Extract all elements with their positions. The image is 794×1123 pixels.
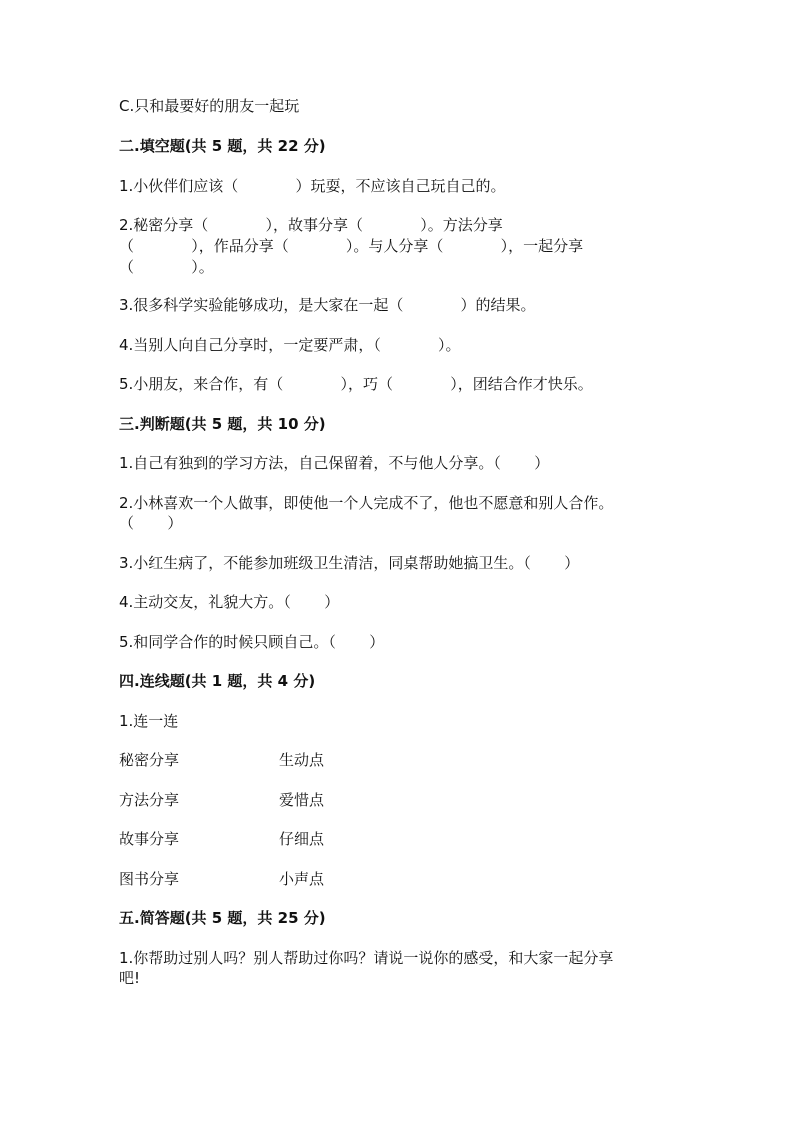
fill-question-5: 5.小朋友，来合作，有（ ），巧（ ），团结合作才快乐。 <box>119 375 593 393</box>
matching-question: 1.连一连 <box>119 712 179 730</box>
match-left-item: 图书分享 <box>119 870 180 888</box>
fill-question-3: 3.很多科学实验能够成功，是大家在一起（ ）的结果。 <box>119 296 536 314</box>
match-right-item: 仔细点 <box>279 830 325 848</box>
option-c: C.只和最要好的朋友一起玩 <box>119 97 300 115</box>
short-answer-question-1-line-2: 吧! <box>119 969 141 987</box>
match-right-item: 生动点 <box>279 751 325 769</box>
section-heading-short-answer: 五.简答题(共 5 题，共 25 分) <box>119 909 326 927</box>
match-right-item: 小声点 <box>279 870 325 888</box>
judge-question-4: 4.主动交友，礼貌大方。（ ） <box>119 593 340 611</box>
fill-question-2-line-2: （ ），作品分享（ ）。与人分享（ ），一起分享 <box>119 237 584 255</box>
judge-question-3: 3.小红生病了，不能参加班级卫生清洁，同桌帮助她搞卫生。（ ） <box>119 554 580 572</box>
judge-question-5: 5.和同学合作的时候只顾自己。（ ） <box>119 633 385 651</box>
fill-question-1: 1.小伙伴们应该（ ）玩耍，不应该自己玩自己的。 <box>119 177 506 195</box>
judge-question-1: 1.自己有独到的学习方法，自己保留着，不与他人分享。（ ） <box>119 454 550 472</box>
fill-question-2-line-1: 2.秘密分享（ ），故事分享（ ）。方法分享 <box>119 216 503 234</box>
match-left-item: 秘密分享 <box>119 751 180 769</box>
match-right-item: 爱惜点 <box>279 791 325 809</box>
section-heading-judge: 三.判断题(共 5 题，共 10 分) <box>119 415 326 433</box>
match-left-item: 方法分享 <box>119 791 180 809</box>
section-heading-matching: 四.连线题(共 1 题，共 4 分) <box>119 672 316 690</box>
section-heading-fill-in: 二.填空题(共 5 题，共 22 分) <box>119 137 326 155</box>
match-left-item: 故事分享 <box>119 830 180 848</box>
judge-question-2-line-1: 2.小林喜欢一个人做事，即使他一个人完成不了，他也不愿意和别人合作。 <box>119 494 614 512</box>
judge-question-2-line-2: （ ） <box>119 514 183 532</box>
fill-question-2-line-3: （ ）。 <box>119 258 214 276</box>
short-answer-question-1-line-1: 1.你帮助过别人吗？别人帮助过你吗？请说一说你的感受，和大家一起分享 <box>119 949 614 967</box>
fill-question-4: 4.当别人向自己分享时，一定要严肃，（ ）。 <box>119 336 461 354</box>
